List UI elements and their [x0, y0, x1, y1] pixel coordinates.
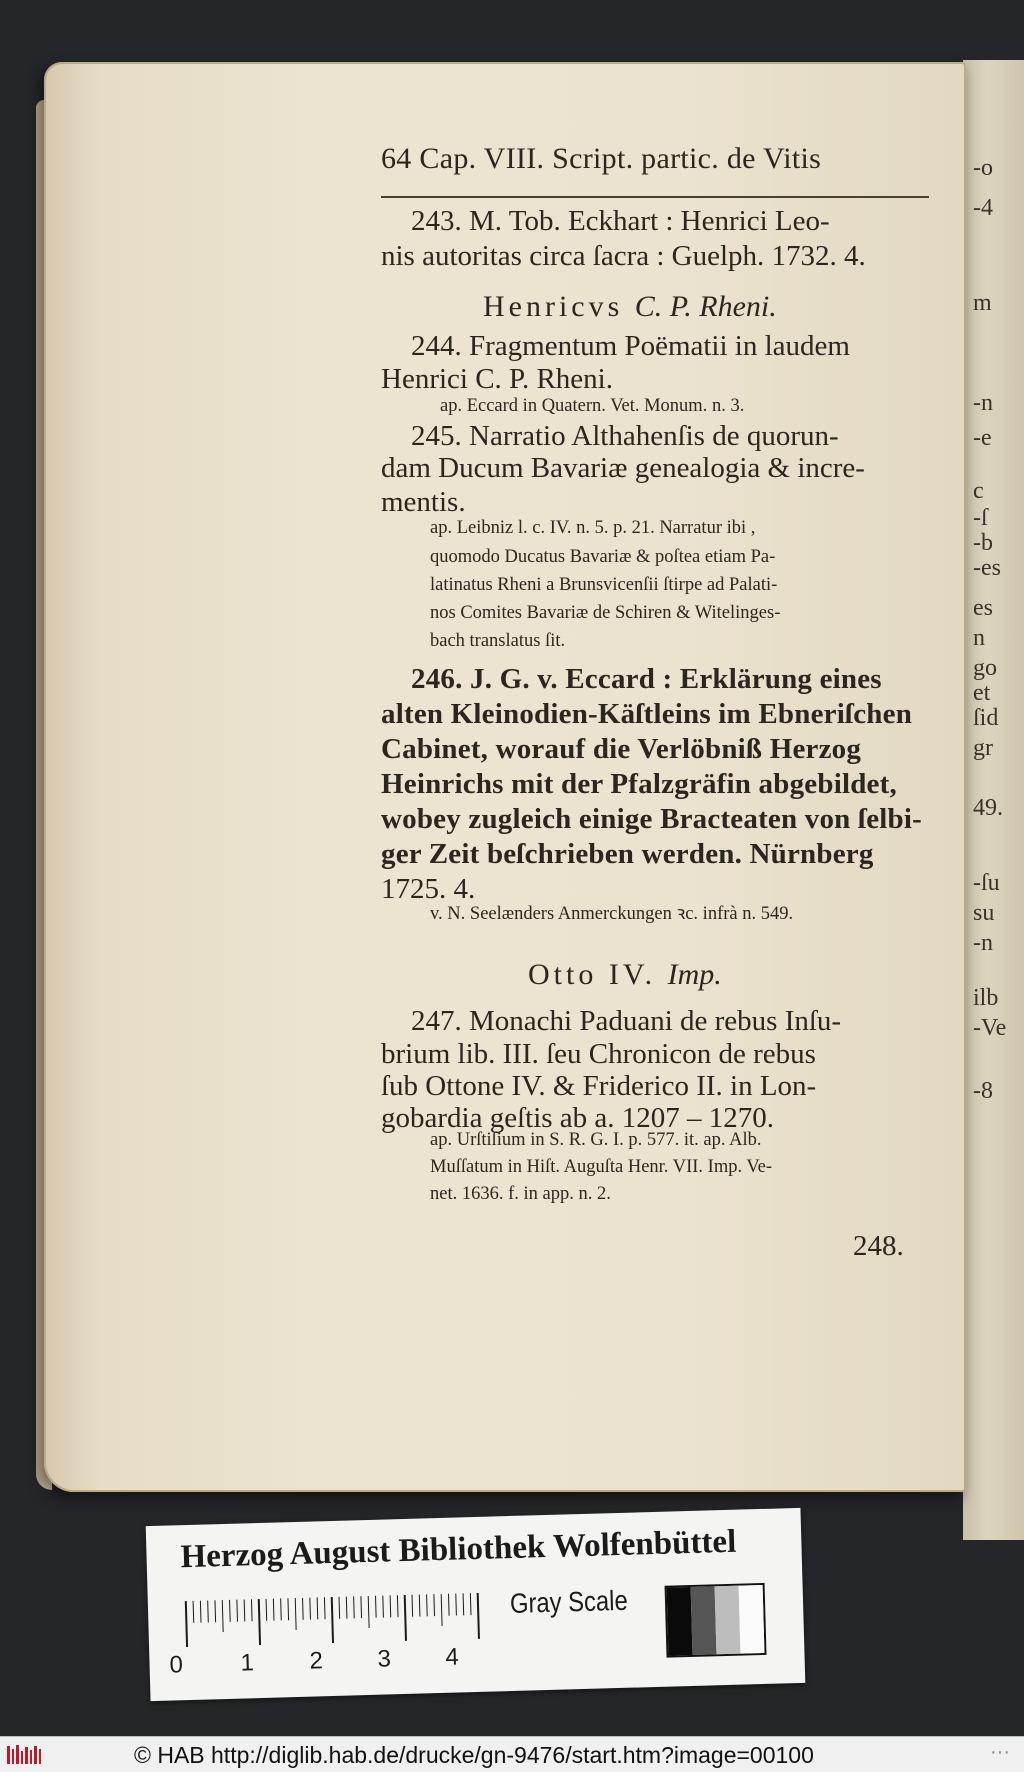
line-text: Henricvs	[483, 290, 624, 323]
line-text: 246. J. G. v. Eccard : Erklärung eines	[411, 663, 882, 695]
section-heading	[528, 958, 722, 992]
line-text: Heinrichs mit der Pfalzgräfin abgebildet,	[381, 768, 897, 800]
text-line	[381, 1038, 816, 1071]
line-text: 244. Fragmentum Poëmatii in laudem	[411, 330, 850, 362]
line-text: bach translatus ſit.	[430, 631, 566, 651]
ruler-tick	[405, 1595, 406, 1641]
line-text: v. N. Seelænders Anmerckungen ꝛc. infrà n. 549.	[430, 904, 794, 924]
section-heading-italic: C. P. Rheni.	[634, 290, 777, 323]
ruler-tick	[390, 1595, 391, 1617]
line-text: alten Kleinodien-Käſtleins im Ebneriſchen	[381, 698, 913, 730]
text-line	[381, 1070, 816, 1103]
library-label-title: Herzog August Bibliothek Wolfenbüttel	[180, 1523, 737, 1576]
line-text: ſub Ottone IV. & Friderico II. in Lon-	[381, 1070, 817, 1102]
ruler-tick	[383, 1596, 384, 1618]
line-text: 248.	[853, 1230, 904, 1262]
ruler-tick	[354, 1596, 355, 1618]
more-options-icon[interactable]: ···	[990, 1741, 1010, 1763]
ruler-tick	[361, 1596, 362, 1618]
facing-page-fragment: -ſ	[973, 505, 988, 531]
ruler-tick	[332, 1597, 333, 1643]
line-text: Cabinet, worauf die Verlöbniß Herzog	[381, 733, 862, 765]
text-line	[381, 240, 866, 273]
text-line	[430, 1130, 761, 1151]
ruler-tick	[273, 1599, 274, 1621]
line-text: wobey zugleich einige Bracteaten von ſelbi-	[381, 803, 922, 835]
status-url-text[interactable]: © HAB http://diglib.hab.de/drucke/gn-9476/start.htm?image=00100	[134, 1742, 814, 1768]
gray-scale-label: Gray Scale	[509, 1584, 629, 1620]
text-line	[411, 330, 850, 363]
line-text: net. 1636. f. in app. n. 2.	[430, 1184, 611, 1204]
facing-page-fragment: go	[973, 655, 997, 681]
gray-scale-swatch	[665, 1583, 767, 1658]
facing-page-fragment: 49.	[973, 795, 1003, 821]
ruler-tick	[237, 1600, 238, 1622]
line-text: 245. Narratio Althahenſis de quorun-	[411, 420, 839, 452]
ruler-tick	[434, 1594, 435, 1616]
facing-page-fragment: es	[973, 595, 993, 621]
line-text: 1725. 4.	[381, 873, 476, 905]
facing-page-fragment: -e	[973, 425, 992, 451]
facing-page-fragment: su	[973, 900, 995, 926]
facing-page-fragment: n	[973, 625, 985, 651]
text-line	[430, 1184, 611, 1205]
ruler-number-4: 4	[445, 1643, 460, 1671]
ruler-ticks	[184, 1589, 485, 1647]
text-line	[381, 768, 897, 801]
ruler-tick	[251, 1599, 252, 1621]
ruler-tick	[230, 1600, 231, 1622]
ruler-tick	[266, 1599, 267, 1621]
ruler-tick	[193, 1601, 194, 1623]
facing-page-fragment: -4	[973, 195, 993, 221]
ruler-tick	[419, 1595, 420, 1617]
text-line	[381, 803, 922, 836]
facing-page-fragment: -b	[973, 530, 993, 556]
line-text: ap. Urſtiſium in S. R. G. I. p. 577. it. ap. Alb.	[430, 1130, 762, 1150]
facing-page-fragment: -8	[973, 1078, 993, 1104]
ruler-tick	[441, 1594, 442, 1626]
ruler-tick	[288, 1598, 289, 1620]
catchword	[853, 1230, 904, 1263]
facing-page-fragment: -es	[973, 555, 1001, 581]
ruler-tick	[310, 1598, 311, 1620]
text-line	[411, 420, 839, 453]
line-text: Muſſatum in Hiſt. Auguſta Henr. VII. Imp. Ve-	[430, 1157, 773, 1177]
facing-page-fragment: et	[973, 680, 991, 706]
facing-page-fragment: gr	[973, 735, 993, 761]
hab-logo-icon	[6, 1743, 46, 1767]
ruler-tick	[281, 1598, 282, 1620]
swatch-dark-gray	[691, 1586, 717, 1655]
line-text: 247. Monachi Paduani de rebus Inſu-	[411, 1005, 842, 1037]
line-text: ap. Leibniz l. c. IV. n. 5. p. 21. Narratur ibi ,	[430, 518, 756, 538]
text-line	[381, 452, 865, 485]
swatch-light-gray	[715, 1586, 741, 1655]
facing-page-fragment: -Ve	[973, 1015, 1007, 1041]
line-text: 243. M. Tob. Eckhart : Henrici Leo-	[411, 205, 830, 237]
facing-page-fragment: ſid	[973, 705, 999, 731]
text-line	[430, 900, 793, 925]
line-text: nis autoritas circa ſacra : Guelph. 1732. 4.	[381, 240, 866, 272]
text-line	[381, 698, 912, 731]
ruler-tick	[397, 1595, 398, 1617]
facing-page-fragment: -o	[973, 155, 993, 181]
ruler-tick	[478, 1593, 479, 1639]
ruler-number-2: 2	[309, 1647, 324, 1675]
text-line	[440, 396, 744, 417]
facing-page-fragment: -ſu	[973, 870, 1000, 896]
ruler-tick	[259, 1599, 260, 1645]
line-text: ap. Eccard in Quatern. Vet. Monum. n. 3.	[440, 396, 745, 416]
line-text: Otto IV.	[528, 958, 657, 991]
facing-page-fragment: c	[973, 478, 984, 504]
ruler-tick	[470, 1593, 471, 1615]
line-text: nos Comites Bavariæ de Schiren & Witelinges-	[430, 603, 781, 623]
text-line	[430, 547, 775, 568]
text-line	[430, 631, 565, 652]
facing-page-fragment: m	[973, 290, 992, 316]
ruler-tick	[412, 1595, 413, 1617]
section-heading-italic: Imp.	[667, 958, 722, 991]
ruler-tick	[339, 1597, 340, 1619]
text-line	[430, 1157, 772, 1178]
ruler-number-0: 0	[169, 1651, 184, 1679]
ruler-tick	[324, 1597, 325, 1619]
swatch-white	[739, 1585, 765, 1654]
facing-page-fragment: ilb	[973, 985, 999, 1011]
ruler-tick	[448, 1594, 449, 1616]
ruler-tick	[427, 1594, 428, 1616]
facing-page-edge	[963, 60, 1024, 1540]
status-bar	[0, 1736, 1024, 1772]
line-text: latinatus Rheni a Brunsvicenſii ſtirpe ad Palati-	[430, 575, 778, 595]
facing-page-fragment: -n	[973, 930, 993, 956]
library-label-card	[146, 1508, 806, 1701]
text-line	[411, 205, 830, 238]
text-line	[381, 363, 613, 396]
line-text: dam Ducum Bavariæ genealogia & incre-	[381, 452, 865, 484]
text-line	[430, 575, 777, 596]
ruler-tick	[456, 1594, 457, 1616]
line-text: gobardia geſtis ab a. 1207 – 1270.	[381, 1102, 775, 1134]
facing-page-fragment: -n	[973, 390, 993, 416]
ruler-tick	[368, 1596, 369, 1628]
ruler-tick	[222, 1600, 223, 1632]
text-line	[411, 663, 882, 696]
ruler-tick	[215, 1600, 216, 1622]
line-text: ger Zeit beſchrieben werden. Nürnberg	[381, 838, 874, 870]
ruler-tick	[463, 1593, 464, 1615]
page-header: 64 Cap. VIII. Script. partic. de Vitis	[381, 142, 822, 175]
section-heading	[483, 290, 777, 324]
header-rule	[381, 196, 929, 198]
ruler-scale	[184, 1589, 485, 1647]
line-text: mentis.	[381, 486, 466, 518]
line-text: Henrici C. P. Rheni.	[381, 363, 613, 395]
ruler-tick	[200, 1601, 201, 1623]
text-line	[381, 838, 874, 871]
text-line	[430, 518, 755, 539]
ruler-tick	[186, 1601, 187, 1647]
ruler-tick	[208, 1600, 209, 1622]
line-text: quomodo Ducatus Bavariæ & poſtea etiam Pa-	[430, 547, 776, 567]
ruler-tick	[346, 1597, 347, 1619]
ruler-tick	[244, 1599, 245, 1621]
ruler-tick	[295, 1598, 296, 1630]
ruler-number-3: 3	[377, 1645, 392, 1673]
text-line	[381, 733, 861, 766]
ruler-tick	[317, 1597, 318, 1619]
text-line	[411, 1005, 841, 1038]
text-line	[430, 603, 780, 624]
text-line	[381, 486, 466, 519]
ruler-tick	[376, 1596, 377, 1618]
line-text: brium lib. III. ſeu Chronicon de rebus	[381, 1038, 816, 1070]
ruler-number-1: 1	[240, 1649, 255, 1677]
swatch-black	[667, 1587, 693, 1656]
ruler-tick	[303, 1598, 304, 1620]
